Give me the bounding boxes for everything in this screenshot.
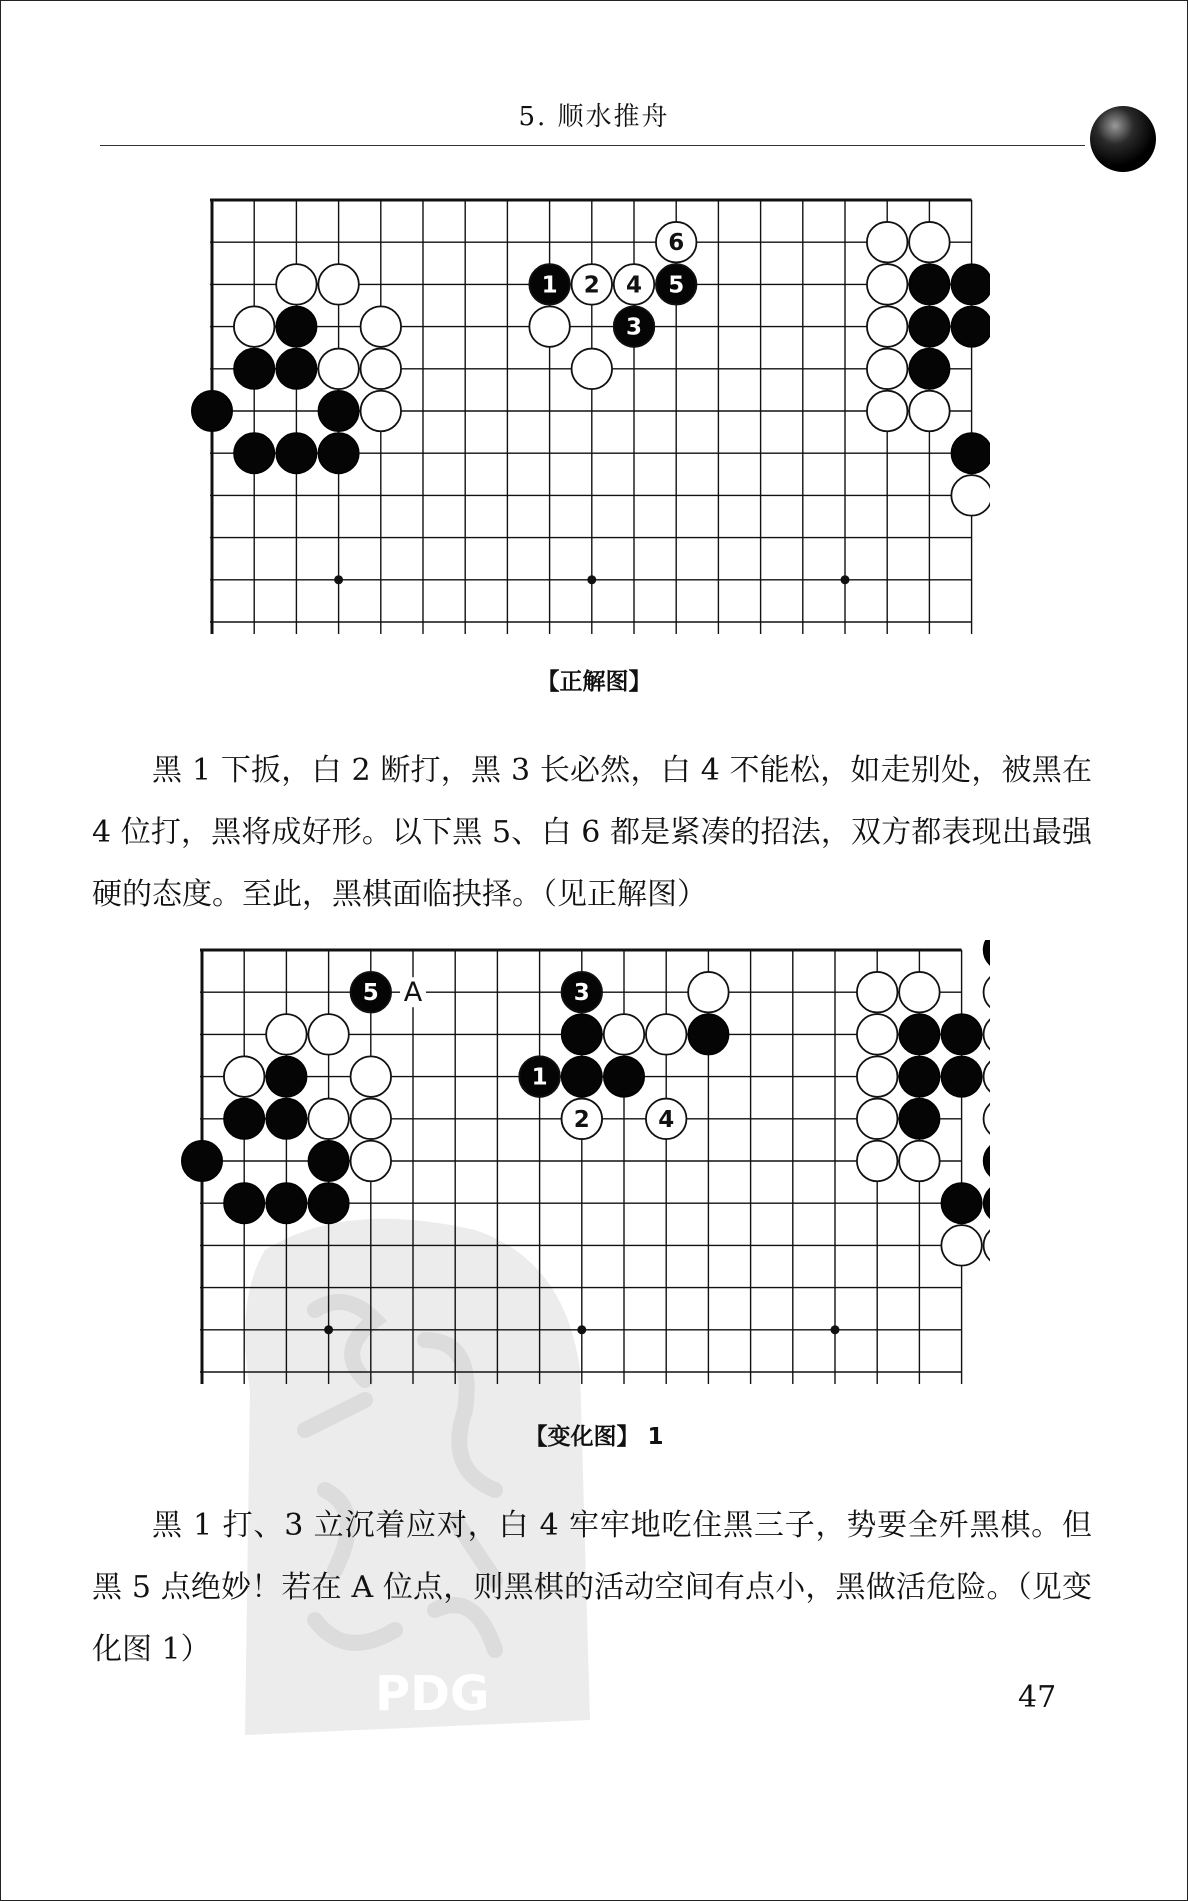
go-stone-ornament [1090,106,1156,172]
page-number: 47 [1018,1680,1057,1715]
white-stone [318,349,359,390]
white-stone [867,391,908,432]
black-stone [984,1141,990,1182]
white-stone [857,972,898,1013]
white-stone [351,1056,392,1097]
white-stone [361,391,402,432]
black-stone [308,1183,349,1224]
white-stone [857,1141,898,1182]
point-letter: A [403,977,423,1009]
move-number: 1 [531,1064,548,1091]
black-stone [182,1141,223,1182]
white-stone [529,306,570,347]
black-stone [909,264,950,305]
white-stone [276,264,317,305]
white-stone [318,264,359,305]
black-stone [984,940,990,970]
diagram-caption-correct: 【正解图】 [536,669,652,695]
svg-text:PDG: PDG [375,1666,490,1722]
white-stone [984,1014,990,1055]
black-stone [224,1099,265,1140]
black-stone [266,1056,307,1097]
black-stone [604,1056,645,1097]
paragraph-correct-solution [92,740,1092,926]
black-stone [276,433,317,474]
go-board-correct-solution [190,190,990,635]
black-stone [562,1056,603,1097]
white-stone [688,972,729,1013]
paragraph-text: 黑 1 打、3 立沉着应对，白 4 牢牢地吃住黑三子，势要全歼黑棋。但黑 5 点绝妙！若在 A 位点，则黑棋的活动空间有点小，黑做活危险。（见变化图 1） [92,1508,1092,1667]
black-stone [224,1183,265,1224]
black-stone [192,391,233,432]
move-number: 3 [625,314,643,341]
white-stone [361,306,402,347]
move-number: 1 [541,272,558,299]
white-stone [857,1014,898,1055]
move-number: 5 [362,980,379,1007]
black-stone [984,1183,990,1224]
white-stone [951,475,990,516]
black-stone [688,1014,729,1055]
black-stone [899,1099,940,1140]
white-stone [909,391,950,432]
move-number: 2 [573,1106,590,1133]
white-stone [984,972,990,1013]
diagram-caption-variation: 【变化图】 1 [524,1424,664,1450]
star-point [324,1325,333,1334]
star-point [831,1325,840,1334]
black-stone [951,433,990,474]
running-head: 5. 顺水推舟 [518,102,670,132]
star-point [587,575,596,584]
white-stone [604,1014,645,1055]
paragraph-text: 黑 1 下扳，白 2 断打，黑 3 长必然，白 4 不能松，如走别处，被黑在 4 位打，黑将成好形。以下黑 5、白 6 都是紧凑的招法，双方都表现出最强硬的态度。至此，黑棋面临抉择。（见正解图） [92,753,1092,912]
white-stone [351,1099,392,1140]
black-stone [276,349,317,390]
move-number: 2 [583,272,600,299]
black-stone [951,306,990,347]
white-stone [266,1014,307,1055]
star-point [841,575,850,584]
black-stone [899,1056,940,1097]
black-stone [318,391,359,432]
white-stone [867,349,908,390]
white-stone [234,306,275,347]
star-point [577,1325,586,1334]
white-stone [899,972,940,1013]
black-stone [266,1183,307,1224]
black-stone [951,264,990,305]
white-stone [984,1099,990,1140]
star-point [334,575,343,584]
white-stone [984,1225,990,1266]
white-stone [941,1225,982,1266]
white-stone [909,222,950,263]
white-stone [984,1056,990,1097]
paragraph-variation [92,1495,1092,1681]
white-stone [308,1014,349,1055]
white-stone [646,1014,687,1055]
white-stone [857,1056,898,1097]
black-stone [234,349,275,390]
go-board-variation-1 [180,940,990,1390]
black-stone [941,1014,982,1055]
white-stone [867,306,908,347]
white-stone [572,349,613,390]
move-number: 4 [658,1106,675,1133]
white-stone [867,222,908,263]
white-stone [899,1141,940,1182]
white-stone [867,264,908,305]
move-number: 4 [625,272,643,299]
black-stone [266,1099,307,1140]
move-number: 6 [668,230,685,257]
white-stone [224,1056,265,1097]
move-number: 3 [573,980,590,1007]
white-stone [361,349,402,390]
black-stone [562,1014,603,1055]
move-number: 5 [668,272,685,299]
white-stone [857,1099,898,1140]
white-stone [308,1099,349,1140]
black-stone [909,306,950,347]
black-stone [909,349,950,390]
black-stone [318,433,359,474]
black-stone [234,433,275,474]
black-stone [941,1056,982,1097]
black-stone [276,306,317,347]
black-stone [899,1014,940,1055]
header-rule [100,145,1085,146]
black-stone [941,1183,982,1224]
black-stone [308,1141,349,1182]
white-stone [351,1141,392,1182]
